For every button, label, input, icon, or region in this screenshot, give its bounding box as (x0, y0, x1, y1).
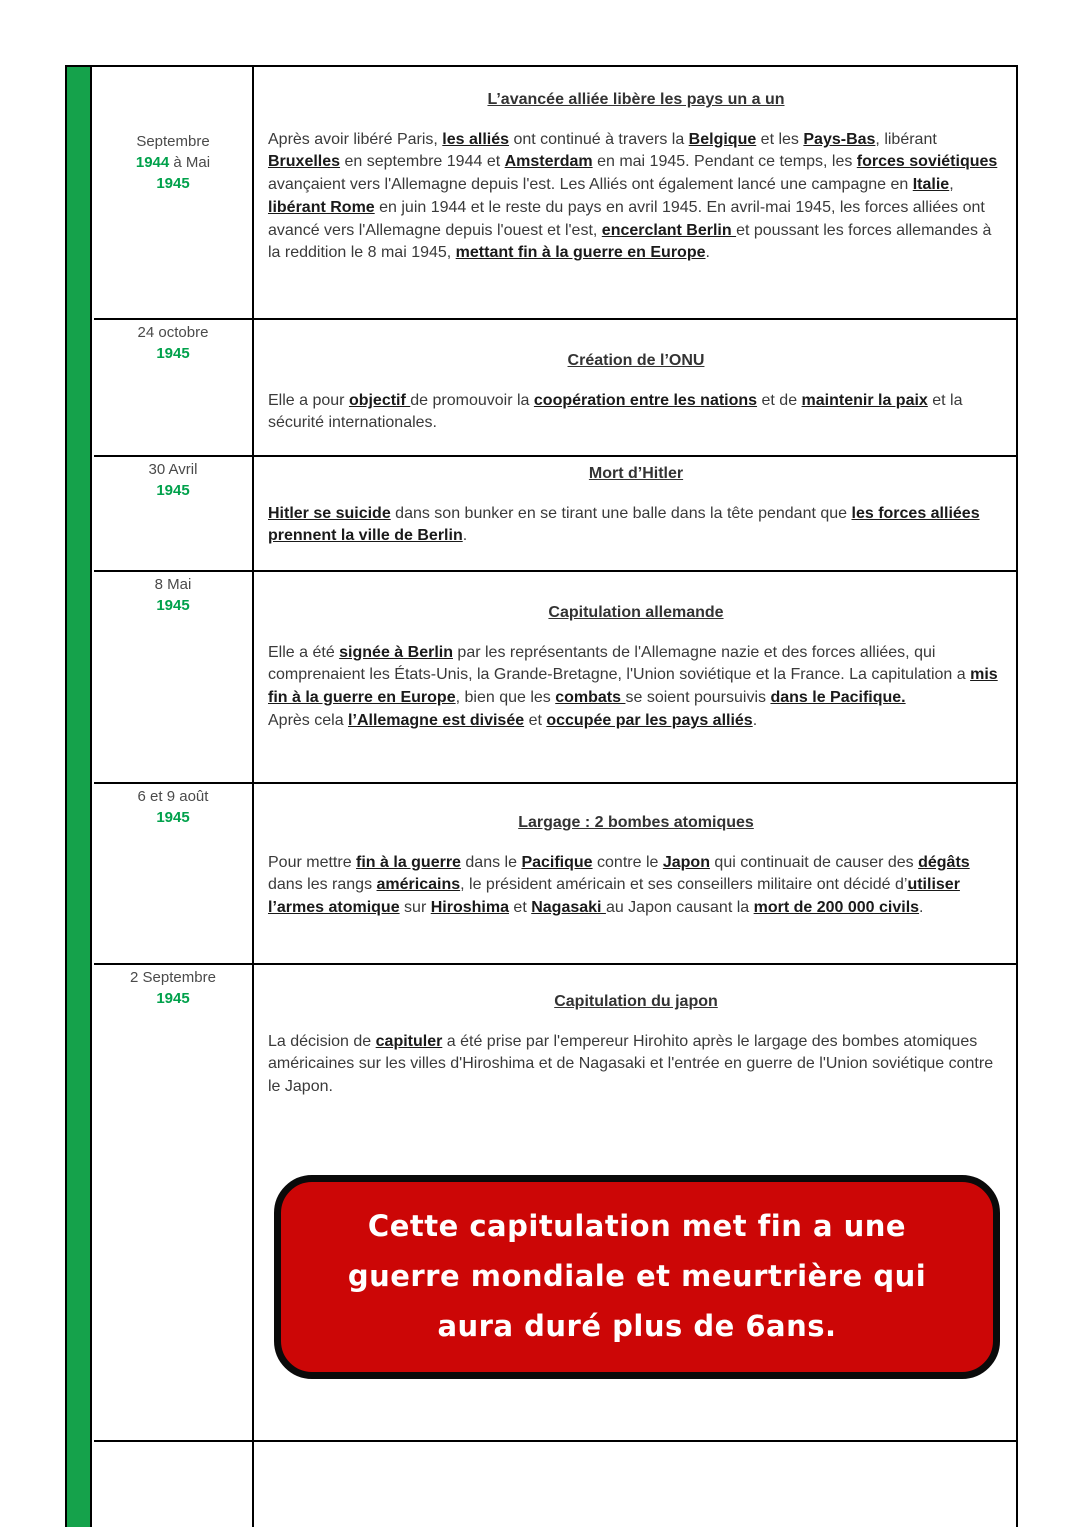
content-cell (254, 965, 1016, 1440)
date-line (98, 967, 248, 988)
emphasized-text: mettant fin à la guerre en Europe (455, 244, 706, 262)
date-line (98, 152, 248, 173)
text-run: par les représentants de l'Allemagne nazie et des forces alliées, qui comprenaient les États-Unis, la Grande-Bretagne, l'Union soviétique et la France. La capitulation a (268, 643, 971, 684)
content-cell (254, 1442, 1016, 1527)
text-run: et (524, 711, 547, 729)
date-line (98, 988, 248, 1009)
emphasized-text: Italie (912, 176, 950, 194)
emphasized-text: américains (376, 876, 461, 894)
emphasized-text: les forces alliées prennent la ville de Berlin (268, 504, 980, 545)
year-text: 1945 (156, 809, 190, 826)
date-line (98, 807, 248, 828)
emphasized-text: utiliser l’armes atomique (268, 876, 960, 917)
text-run: Pour mettre (268, 853, 357, 871)
text-run: . (752, 711, 758, 729)
text-run: Septembre (136, 133, 210, 150)
event-paragraph (268, 852, 1004, 920)
emphasized-text: Hitler se suicide (268, 504, 391, 522)
timeline-row (94, 784, 1016, 965)
date-cell (94, 67, 254, 318)
text-run: Elle a été (268, 643, 340, 661)
event-paragraph (268, 710, 1004, 733)
event-title: L’avancée alliée libère les pays un a un (487, 91, 785, 108)
date-cell (94, 320, 254, 455)
timeline-row (94, 1442, 1016, 1527)
emphasized-text: Belgique (688, 130, 757, 148)
event-title: Capitulation du japon (554, 993, 718, 1010)
text-run: dans son bunker en se tirant une balle dans la tête pendant que (390, 504, 852, 522)
text-run: avançaient vers l'Allemagne depuis l'est. Les Alliés ont également lancé une campagne en (268, 176, 913, 194)
text-run: en septembre 1944 et (340, 153, 505, 171)
emphasized-text: dégâts (918, 853, 970, 871)
emphasized-text: les alliés (442, 130, 510, 148)
emphasized-text: Pacifique (521, 853, 593, 871)
summary-callout (274, 1175, 1000, 1379)
text-run: , libérant (875, 130, 937, 148)
date-cell (94, 784, 254, 963)
text-run: contre le (592, 853, 663, 871)
date-line (98, 173, 248, 194)
emphasized-text: signée à Berlin (339, 643, 453, 661)
text-run: et (508, 899, 532, 917)
date-line (98, 786, 248, 807)
emphasized-text: coopération entre les nations (533, 391, 758, 409)
event-paragraph (268, 1031, 1004, 1099)
text-run: , le président américain et ses conseillers militaire ont décidé d’ (460, 876, 908, 894)
text-run: 6 et 9 août (137, 788, 209, 805)
text-run: dans le (460, 853, 522, 871)
emphasized-text: forces soviétiques (856, 153, 998, 171)
event-title: Création de l’ONU (567, 352, 705, 369)
text-run: et la sécurité internationales. (268, 391, 963, 432)
timeline-row (94, 320, 1016, 457)
emphasized-text: maintenir la paix (801, 391, 928, 409)
event-paragraph (268, 129, 1004, 265)
text-run: se soient poursuivis (625, 689, 771, 707)
emphasized-text: Hiroshima (430, 899, 509, 917)
text-run: 30 Avril (148, 461, 198, 478)
text-run: , (949, 176, 954, 194)
text-run: en juin 1944 et le reste du pays en avril 1945. En avril-mai 1945, les forces alliées ont avancé vers l'Allemagne depuis l'ouest et l'est, (268, 198, 985, 239)
emphasized-text: capituler (375, 1032, 443, 1050)
content-cell (254, 67, 1016, 318)
event-title: Capitulation allemande (548, 604, 724, 621)
text-run: 24 octobre (137, 324, 209, 341)
text-run: , bien que les (455, 689, 556, 707)
year-text: 1945 (156, 990, 190, 1007)
text-run: ont continué à travers la (509, 130, 689, 148)
text-run: de promouvoir la (410, 391, 534, 409)
text-run: en mai 1945. Pendant ce temps, les (592, 153, 857, 171)
emphasized-text: Amsterdam (504, 153, 593, 171)
emphasized-text: Bruxelles (268, 153, 341, 171)
emphasized-text: combats (555, 689, 626, 707)
emphasized-text: l’Allemagne est divisée (348, 711, 525, 729)
text-run: dans les rangs (268, 876, 377, 894)
date-line (98, 322, 248, 343)
content-cell (254, 457, 1016, 570)
timeline-row (94, 67, 1016, 320)
event-paragraph (268, 503, 1004, 548)
year-text: 1945 (156, 175, 190, 192)
text-run: et poussant les forces allemandes à la reddition le 8 mai 1945, (268, 221, 992, 262)
callout-line: guerre mondiale et meurtrière qui (347, 1258, 927, 1293)
text-run: et de (757, 391, 802, 409)
text-run: Après cela (268, 711, 349, 729)
content-cell (254, 320, 1016, 455)
callout-line: aura duré plus de 6ans. (437, 1308, 837, 1343)
content-cell (254, 572, 1016, 782)
green-accent-bar (67, 67, 92, 1527)
text-run: à Mai (169, 154, 211, 171)
emphasized-text: dans le Pacifique. (770, 689, 906, 707)
event-paragraph (268, 390, 1004, 435)
text-run: au Japon causant la (605, 899, 754, 917)
emphasized-text: encerclant Berlin (601, 221, 737, 239)
text-run: sur (399, 899, 431, 917)
date-cell (94, 572, 254, 782)
year-text: 1944 (135, 154, 170, 171)
timeline-rows (94, 67, 1016, 1527)
callout-line: Cette capitulation met fin a une (367, 1208, 907, 1243)
year-text: 1945 (156, 345, 190, 362)
year-text: 1945 (156, 597, 190, 614)
date-line (98, 480, 248, 501)
timeline-row (94, 457, 1016, 572)
event-title: Largage : 2 bombes atomiques (518, 814, 754, 831)
emphasized-text: Japon (662, 853, 710, 871)
text-run: et les (756, 130, 804, 148)
text-run: 8 Mai (154, 576, 192, 593)
timeline-table (65, 65, 1018, 1527)
date-line (98, 459, 248, 480)
text-run: . (919, 899, 924, 917)
text-run: Elle a pour (268, 391, 349, 409)
text-run: qui continuait de causer des (709, 853, 919, 871)
text-run: . (462, 527, 468, 545)
emphasized-text: Pays-Bas (803, 130, 876, 148)
emphasized-text: objectif (348, 391, 411, 409)
emphasized-text: mis fin à la guerre en Europe (268, 666, 998, 707)
text-run: La décision de (268, 1032, 376, 1050)
text-run: . (705, 244, 710, 262)
event-paragraph (268, 642, 1004, 710)
emphasized-text: Nagasaki (531, 899, 606, 917)
emphasized-text: libérant Rome (268, 198, 375, 216)
timeline-row (94, 965, 1016, 1442)
date-line (98, 343, 248, 364)
timeline-row (94, 572, 1016, 784)
emphasized-text: fin à la guerre (356, 853, 461, 871)
emphasized-text: mort de 200 000 civils (753, 899, 920, 917)
text-run: 2 Septembre (130, 969, 216, 986)
date-line (98, 131, 248, 152)
date-cell (94, 457, 254, 570)
date-line (98, 595, 248, 616)
date-line (98, 574, 248, 595)
date-cell (94, 1442, 254, 1527)
event-title: Mort d’Hitler (588, 465, 684, 482)
text-run: a été prise par l'empereur Hirohito après le largage des bombes atomiques américaines sur les villes d'Hiroshima et de Nagasaki et l'entrée en guerre de l'Union soviétique contre le Japon. (268, 1032, 994, 1096)
content-cell (254, 784, 1016, 963)
date-cell (94, 965, 254, 1440)
year-text: 1945 (156, 482, 190, 499)
text-run: Après avoir libéré Paris, (268, 130, 443, 148)
emphasized-text: occupée par les pays alliés (546, 711, 753, 729)
